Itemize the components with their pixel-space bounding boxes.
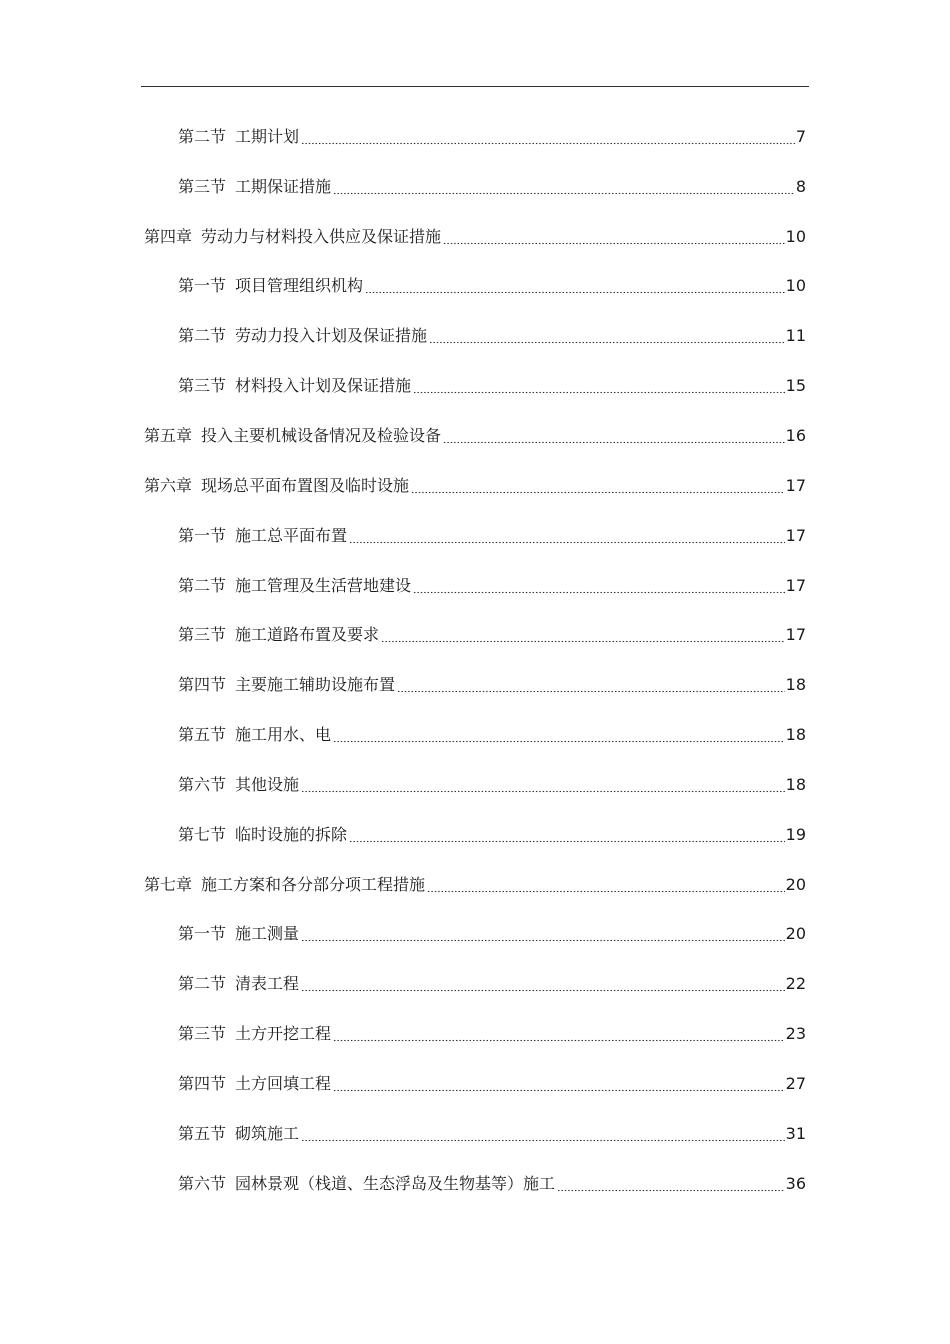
- toc-page-number: 36: [785, 1173, 806, 1193]
- toc-section-entry[interactable]: [0, 1009, 950, 1059]
- toc-section-entry[interactable]: [0, 561, 950, 611]
- toc-section-entry[interactable]: [0, 660, 950, 710]
- toc-entry-number: 第二节: [178, 974, 227, 994]
- toc-entry-title: 施工测量: [235, 924, 300, 944]
- toc-page-number: 23: [785, 1024, 806, 1044]
- toc-entry-number: 第二节: [178, 575, 227, 595]
- toc-entry-title: 施工管理及生活营地建设: [235, 575, 412, 595]
- toc-entry-title: 土方回填工程: [235, 1073, 332, 1093]
- toc-page-number: 17: [785, 525, 806, 545]
- toc-entry-title: 施工总平面布置: [235, 525, 348, 545]
- dot-leader: [413, 376, 785, 396]
- toc-page-number: 16: [785, 425, 806, 445]
- toc-chapter-entry[interactable]: [0, 860, 950, 910]
- toc-entry-number: 第六章: [144, 475, 193, 495]
- toc-section-entry[interactable]: [0, 112, 950, 162]
- toc-entry-number: 第四章: [144, 226, 193, 246]
- toc-entry-number: 第三节: [178, 376, 227, 396]
- dot-leader: [333, 1074, 785, 1094]
- toc-section-entry[interactable]: [0, 959, 950, 1009]
- toc-page-number: 18: [785, 725, 806, 745]
- toc-chapter-entry[interactable]: [0, 461, 950, 511]
- toc-section-entry[interactable]: [0, 511, 950, 561]
- toc-page-number: 20: [785, 924, 806, 944]
- dot-leader: [429, 326, 785, 346]
- toc-entry-number: 第二节: [178, 126, 227, 146]
- toc-entry-title: 土方开挖工程: [235, 1024, 332, 1044]
- toc-page-number: 19: [785, 824, 806, 844]
- toc-page-number: 18: [785, 774, 806, 794]
- toc-section-entry[interactable]: [0, 361, 950, 411]
- toc-section-entry[interactable]: [0, 810, 950, 860]
- toc-entry-title: 投入主要机械设备情况及检验设备: [201, 425, 442, 445]
- toc-page-number: 10: [785, 226, 806, 246]
- toc-entry-title: 施工用水、电: [235, 725, 332, 745]
- toc-entry-title: 砌筑施工: [235, 1123, 300, 1143]
- toc-entry-number: 第六节: [178, 774, 227, 794]
- toc-page-number: 8: [795, 176, 806, 196]
- toc-entry-number: 第三节: [178, 1024, 227, 1044]
- toc-chapter-entry[interactable]: [0, 212, 950, 262]
- table-of-contents: [0, 112, 950, 1209]
- toc-entry-title: 劳动力与材料投入供应及保证措施: [201, 226, 442, 246]
- toc-entry-number: 第一节: [178, 525, 227, 545]
- dot-leader: [427, 875, 785, 895]
- toc-section-entry[interactable]: [0, 760, 950, 810]
- dot-leader: [301, 974, 785, 994]
- toc-page-number: 15: [785, 376, 806, 396]
- toc-entry-number: 第五节: [178, 1123, 227, 1143]
- dot-leader: [333, 1024, 785, 1044]
- toc-entry-title: 现场总平面布置图及临时设施: [201, 475, 410, 495]
- toc-entry-title: 施工道路布置及要求: [235, 625, 380, 645]
- dot-leader: [365, 276, 785, 296]
- toc-entry-title: 材料投入计划及保证措施: [235, 376, 412, 396]
- toc-page-number: 17: [785, 575, 806, 595]
- toc-section-entry[interactable]: [0, 1109, 950, 1159]
- toc-section-entry[interactable]: [0, 1159, 950, 1209]
- dot-leader: [333, 725, 785, 745]
- dot-leader: [557, 1174, 785, 1194]
- toc-chapter-entry[interactable]: [0, 411, 950, 461]
- toc-section-entry[interactable]: [0, 262, 950, 312]
- dot-leader: [301, 924, 785, 944]
- dot-leader: [333, 177, 795, 197]
- toc-section-entry[interactable]: [0, 311, 950, 361]
- dot-leader: [411, 476, 785, 496]
- dot-leader: [443, 227, 785, 247]
- toc-page-number: 31: [785, 1123, 806, 1143]
- dot-leader: [397, 675, 785, 695]
- dot-leader: [443, 426, 785, 446]
- dot-leader: [301, 127, 795, 147]
- toc-entry-number: 第六节: [178, 1173, 227, 1193]
- toc-entry-title: 项目管理组织机构: [235, 276, 364, 296]
- toc-page-number: 7: [795, 126, 806, 146]
- dot-leader: [413, 576, 785, 596]
- toc-entry-title: 其他设施: [235, 774, 300, 794]
- toc-page-number: 22: [785, 974, 806, 994]
- toc-entry-number: 第一节: [178, 924, 227, 944]
- toc-page-number: 10: [785, 276, 806, 296]
- toc-entry-number: 第七章: [144, 874, 193, 894]
- toc-page-number: 17: [785, 625, 806, 645]
- header-rule: [141, 86, 809, 87]
- toc-page-number: 17: [785, 475, 806, 495]
- dot-leader: [301, 1124, 785, 1144]
- toc-entry-number: 第四节: [178, 1073, 227, 1093]
- toc-page-number: 18: [785, 675, 806, 695]
- toc-entry-number: 第三节: [178, 625, 227, 645]
- toc-entry-number: 第四节: [178, 675, 227, 695]
- toc-entry-title: 工期计划: [235, 126, 300, 146]
- toc-section-entry[interactable]: [0, 710, 950, 760]
- toc-entry-title: 清表工程: [235, 974, 300, 994]
- toc-section-entry[interactable]: [0, 610, 950, 660]
- dot-leader: [301, 775, 785, 795]
- toc-entry-number: 第二节: [178, 326, 227, 346]
- dot-leader: [381, 625, 785, 645]
- toc-page-number: 11: [785, 326, 806, 346]
- toc-entry-title: 施工方案和各分部分项工程措施: [201, 874, 426, 894]
- toc-section-entry[interactable]: [0, 1059, 950, 1109]
- toc-entry-title: 临时设施的拆除: [235, 824, 348, 844]
- toc-entry-number: 第三节: [178, 176, 227, 196]
- toc-entry-number: 第七节: [178, 824, 227, 844]
- toc-page-number: 27: [785, 1073, 806, 1093]
- toc-entry-title: 园林景观（栈道、生态浮岛及生物基等）施工: [235, 1173, 556, 1193]
- toc-entry-number: 第一节: [178, 276, 227, 296]
- toc-page-number: 20: [785, 874, 806, 894]
- toc-entry-number: 第五节: [178, 725, 227, 745]
- toc-entry-title: 劳动力投入计划及保证措施: [235, 326, 428, 346]
- dot-leader: [349, 825, 785, 845]
- toc-section-entry[interactable]: [0, 910, 950, 960]
- toc-section-entry[interactable]: [0, 162, 950, 212]
- dot-leader: [349, 526, 785, 546]
- toc-entry-number: 第五章: [144, 425, 193, 445]
- toc-entry-title: 工期保证措施: [235, 176, 332, 196]
- toc-entry-title: 主要施工辅助设施布置: [235, 675, 396, 695]
